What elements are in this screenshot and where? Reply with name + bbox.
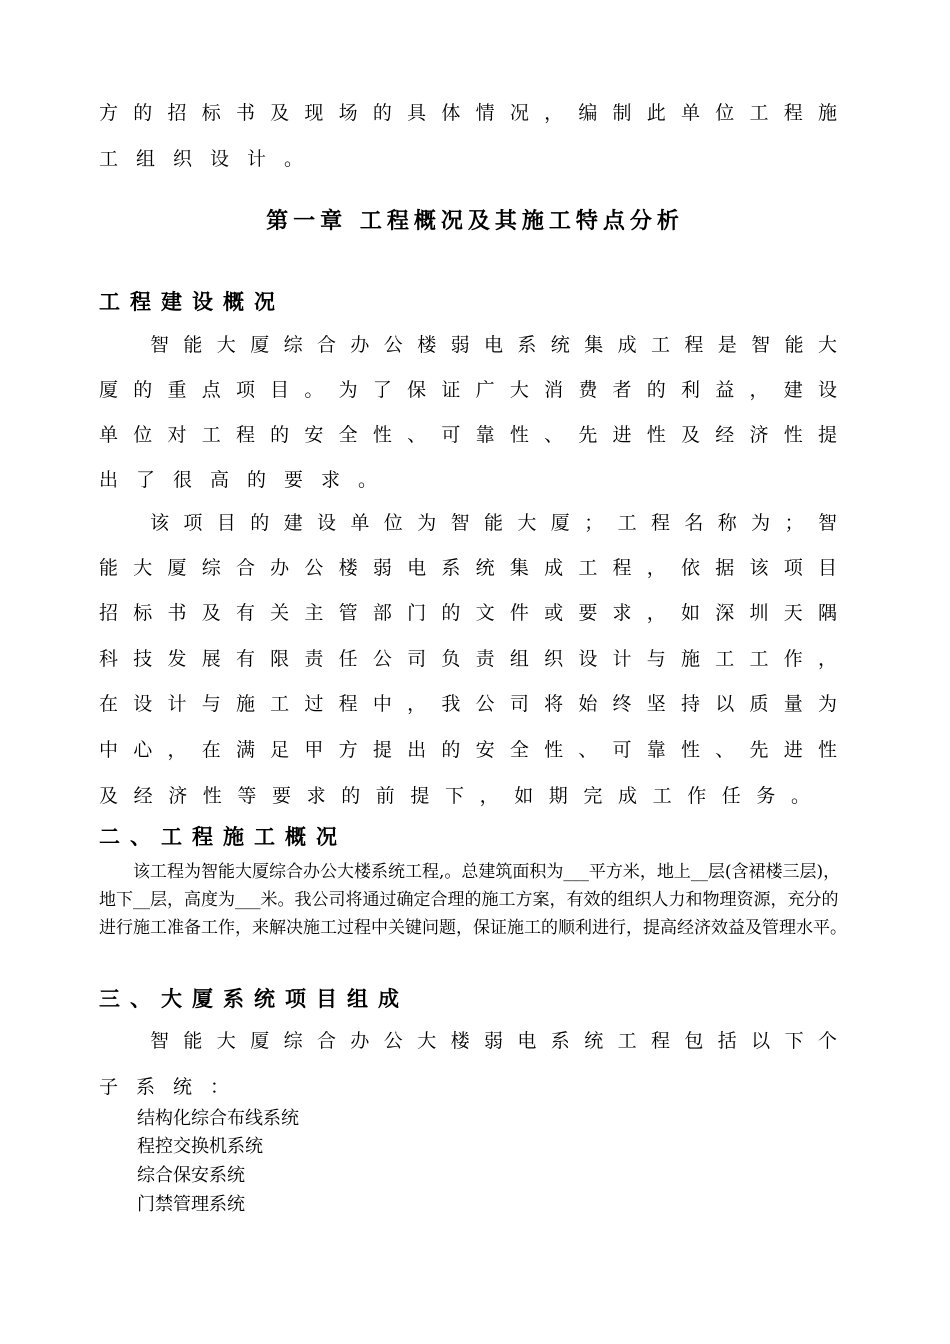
paragraph-line: 厦的重点项目。为了保证广大消费者的利益，建设 xyxy=(99,379,837,401)
list-item: 结构化综合布线系统 xyxy=(137,1108,299,1129)
section-heading-3: 三、大厦系统项目组成 xyxy=(99,987,409,1011)
intro-line-1: 方的招标书及现场的具体情况，编制此单位工程施 xyxy=(99,102,837,124)
chapter-title: 第一章 工程概况及其施工特点分析 xyxy=(266,209,684,234)
paragraph-line: 能大厦综合办公楼弱电系统集成工程，依据该项目 xyxy=(99,557,837,579)
paragraph-line: 子系统： xyxy=(99,1076,248,1098)
paragraph-line: 智能大厦综合办公楼弱电系统集成工程是智能大 xyxy=(150,334,837,356)
list-item: 程控交换机系统 xyxy=(137,1136,263,1157)
paragraph-line: 及经济性等要求的前提下，如期完成工作任务。 xyxy=(99,785,826,807)
paragraph-line: 智能大厦综合办公大楼弱电系统工程包括以下个 xyxy=(150,1030,837,1052)
paragraph-line: 中心，在满足甲方提出的安全性、可靠性、先进性 xyxy=(99,739,837,761)
list-item: 门禁管理系统 xyxy=(137,1194,245,1215)
section-heading-1: 工程建设概况 xyxy=(99,290,285,314)
paragraph-line: 该项目的建设单位为智能大厦；工程名称为；智 xyxy=(150,512,837,534)
intro-line-2: 工组织设计。 xyxy=(99,148,322,170)
paragraph-line: 单位对工程的安全性、可靠性、先进性及经济性提 xyxy=(99,424,837,446)
section-heading-2: 二、工程施工概况 xyxy=(99,825,347,849)
paragraph-line: 招标书及有关主管部门的文件或要求，如深圳天隅 xyxy=(99,602,837,624)
paragraph-line: 科技发展有限责任公司负责组织设计与施工工作， xyxy=(99,648,837,670)
paragraph-line: 在设计与施工过程中，我公司将始终坚持以质量为 xyxy=(99,693,837,715)
paragraph-line: 出了很高的要求。 xyxy=(99,469,396,491)
section-2-body xyxy=(99,858,851,942)
section-2-paragraph: 该工程为智能大厦综合办公大楼系统工程,。总建筑面积为___平方米，地上__层(含裙楼三层)，地下__层，高度为___米。我公司将通过确定合理的施工方案，有效的组织人力和物理资源，充分的进行施工准备工作，来解决施工过程中关键问题，保证施工的顺利进行，提高经济效益及管理水平。 xyxy=(99,862,847,938)
list-item: 综合保安系统 xyxy=(137,1165,245,1186)
